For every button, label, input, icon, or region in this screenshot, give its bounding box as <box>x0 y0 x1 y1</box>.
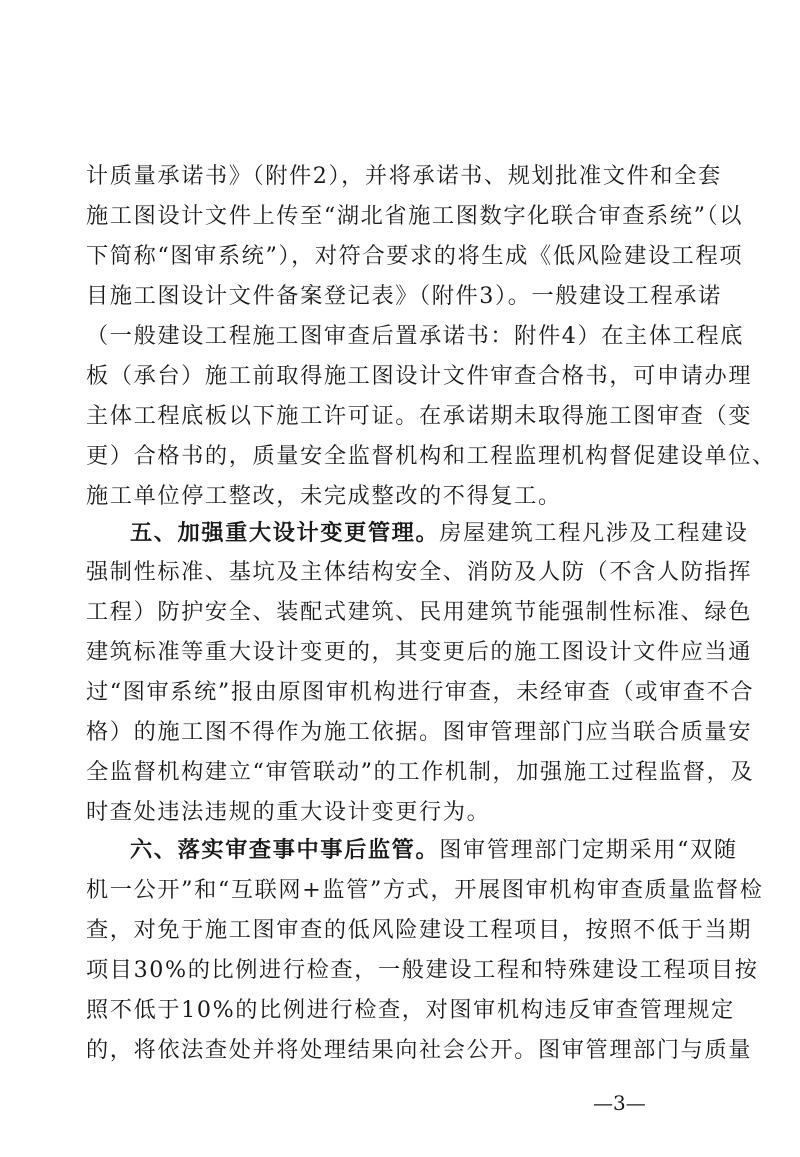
paragraph-line: 全监督机构建立“审管联动”的工作机制，加强施工过程监督，及 <box>86 759 755 785</box>
section-text: 图审管理部门定期采用“双随 <box>439 837 738 863</box>
section-five-first-line <box>130 513 749 553</box>
section-text: 房屋建筑工程凡涉及工程建设 <box>439 520 749 546</box>
paragraph-line: （一般建设工程施工图审查后置承诺书：附件4）在主体工程底 <box>86 323 744 349</box>
paragraph-line: 的，将依法查处并将处理结果向社会公开。图审管理部门与质量 <box>86 1037 753 1063</box>
paragraph-line: 目施工图设计文件备案登记表》（附件3）。一般建设工程承诺 <box>86 283 722 309</box>
paragraph-line: 计质量承诺书》（附件2），并将承诺书、规划批准文件和全套 <box>86 163 722 189</box>
paragraph-line: 格）的施工图不得作为施工依据。图审管理部门应当联合质量安 <box>86 719 753 745</box>
page-number: —3— <box>593 1091 646 1115</box>
paragraph-line: 下简称“图审系统”），对符合要求的将生成《低风险建设工程项 <box>86 243 744 269</box>
section-heading: 六、落实审查事中事后监管。 <box>130 837 440 863</box>
paragraph-line: 项目30%的比例进行检查，一般建设工程和特殊建设工程项目按 <box>86 957 759 983</box>
paragraph-line: 主体工程底板以下施工许可证。在承诺期未取得施工图审查（变 <box>86 403 753 429</box>
paragraph-line: 工程）防护安全、装配式建筑、民用建筑节能强制性标准、绿色 <box>86 599 753 625</box>
paragraph-line: 建筑标准等重大设计变更的，其变更后的施工图设计文件应当通 <box>86 639 753 665</box>
paragraph-line: 强制性标准、基坑及主体结构安全、消防及人防（不含人防指挥 <box>86 559 753 585</box>
paragraph-line: 查，对免于施工图审查的低风险建设工程项目，按照不低于当期 <box>86 917 753 943</box>
paragraph-line: 机一公开”和“互联网+监管”方式，开展图审机构审查质量监督检 <box>86 877 764 903</box>
section-heading: 五、加强重大设计变更管理。 <box>130 520 440 546</box>
section-six-first-line <box>130 830 738 870</box>
paragraph-line: 施工图设计文件上传至“湖北省施工图数字化联合审查系统”（以 <box>86 203 744 229</box>
paragraph-line: 时查处违法违规的重大设计变更行为。 <box>86 799 491 825</box>
paragraph-line: 照不低于10%的比例进行检查，对图审机构违反审查管理规定 <box>86 997 735 1023</box>
paragraph-line: 板（承台）施工前取得施工图设计文件审查合格书，可申请办理 <box>86 363 753 389</box>
paragraph-line: 更）合格书的，质量安全监督机构和工程监理机构督促建设单位、 <box>86 443 776 469</box>
paragraph-line: 施工单位停工整改，未完成整改的不得复工。 <box>86 483 562 509</box>
paragraph-line: 过“图审系统”报由原图审机构进行审查，未经审查（或审查不合 <box>86 679 755 705</box>
